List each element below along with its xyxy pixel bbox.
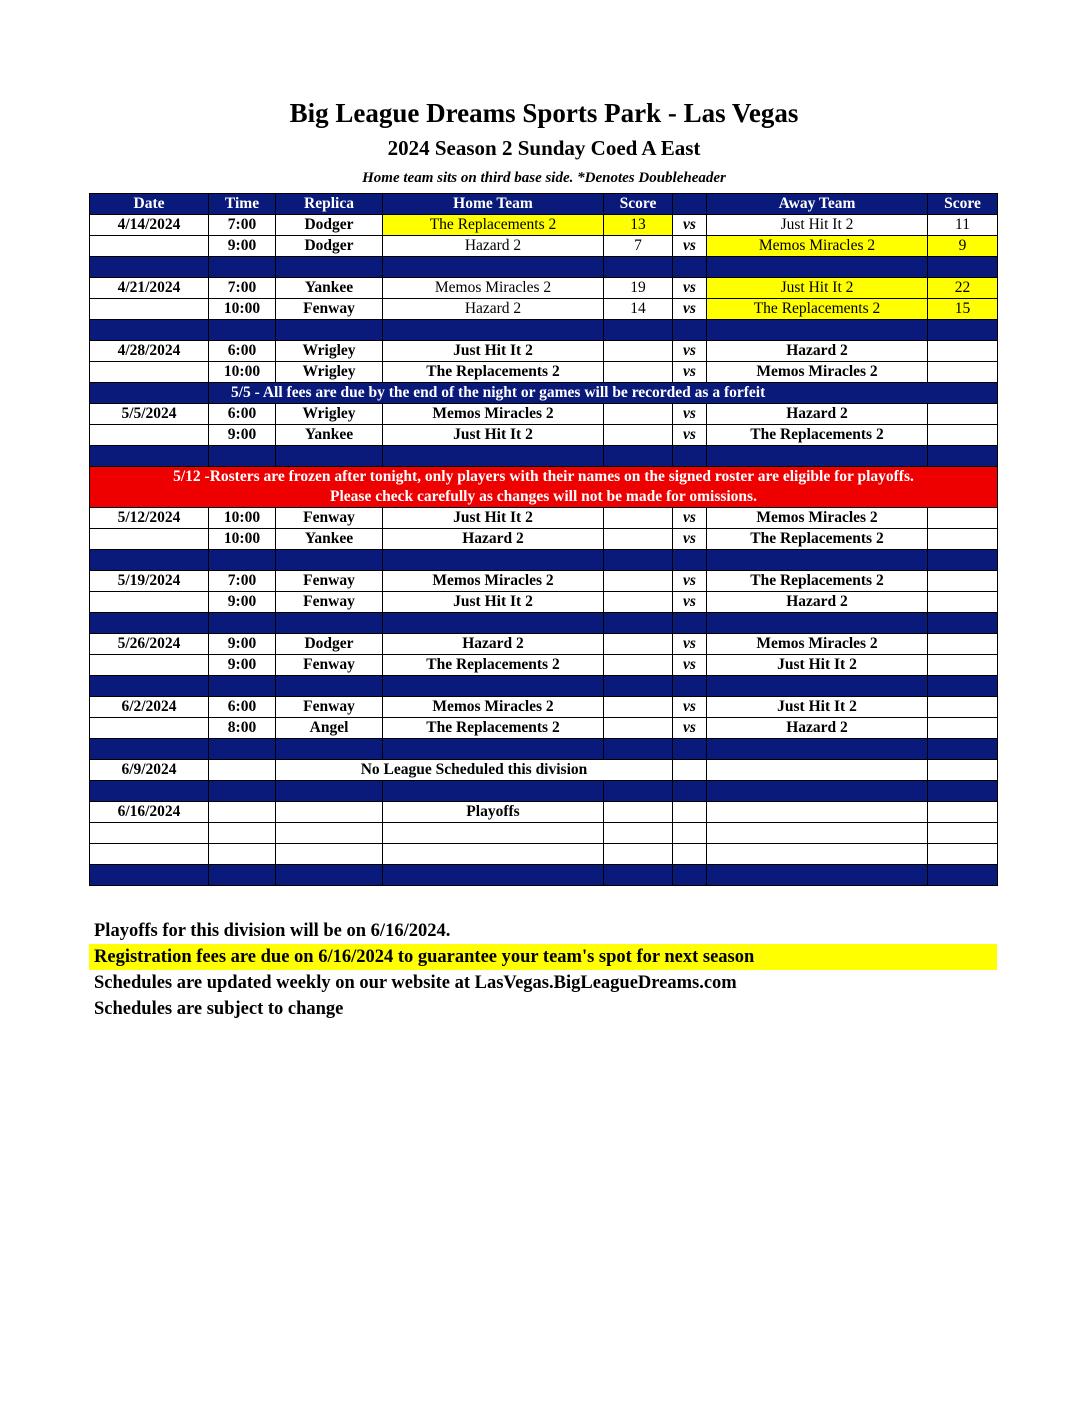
playoffs-text: Playoffs (383, 802, 604, 823)
separator-row (90, 446, 998, 467)
away-team: Just Hit It 2 (707, 278, 928, 299)
no-league-text: No League Scheduled this division (276, 760, 673, 781)
col-away-score: Score (928, 194, 998, 215)
roster-notice-line1: 5/12 -Rosters are frozen after tonight, only players with their names on the signed roster are eligible for playoffs. (173, 468, 914, 485)
game-field: Wrigley (276, 404, 383, 425)
game-time: 9:00 (209, 236, 276, 257)
col-away-team: Away Team (707, 194, 928, 215)
home-team: Hazard 2 (383, 634, 604, 655)
away-team: Memos Miracles 2 (707, 634, 928, 655)
away-score: 11 (928, 215, 998, 236)
game-time: 6:00 (209, 404, 276, 425)
vs-label: vs (673, 215, 707, 236)
vs-label: vs (673, 634, 707, 655)
away-score: 15 (928, 299, 998, 320)
home-team: The Replacements 2 (383, 215, 604, 236)
home-team: Hazard 2 (383, 236, 604, 257)
away-team: Just Hit It 2 (707, 697, 928, 718)
home-team: Just Hit It 2 (383, 508, 604, 529)
website-footer: Schedules are updated weekly on our website at LasVegas.BigLeagueDreams.com (94, 973, 737, 993)
away-score (928, 634, 998, 655)
away-score (928, 592, 998, 613)
home-score: 14 (604, 299, 673, 320)
playoffs-footer: Playoffs for this division will be on 6/16/2024. (94, 921, 451, 941)
game-date (90, 655, 209, 676)
separator-row (90, 676, 998, 697)
home-team: The Replacements 2 (383, 718, 604, 739)
game-time: 7:00 (209, 278, 276, 299)
away-score (928, 571, 998, 592)
separator-row (90, 781, 998, 802)
game-time: 9:00 (209, 634, 276, 655)
table-row (90, 697, 998, 718)
game-date: 5/5/2024 (90, 404, 209, 425)
table-row (90, 529, 998, 550)
col-home-team: Home Team (383, 194, 604, 215)
game-date: 4/14/2024 (90, 215, 209, 236)
separator-row (90, 550, 998, 571)
table-row (90, 425, 998, 446)
game-time: 9:00 (209, 592, 276, 613)
game-date: 6/16/2024 (90, 802, 209, 823)
home-team: Memos Miracles 2 (383, 278, 604, 299)
away-score (928, 404, 998, 425)
no-league-row (90, 760, 998, 781)
home-score: 13 (604, 215, 673, 236)
game-field: Yankee (276, 425, 383, 446)
vs-label: vs (673, 425, 707, 446)
game-field: Dodger (276, 634, 383, 655)
game-date: 6/9/2024 (90, 760, 209, 781)
game-time: 10:00 (209, 529, 276, 550)
vs-label: vs (673, 236, 707, 257)
home-score (604, 529, 673, 550)
home-score (604, 341, 673, 362)
away-score (928, 655, 998, 676)
game-date: 4/21/2024 (90, 278, 209, 299)
game-time: 8:00 (209, 718, 276, 739)
col-vs (673, 194, 707, 215)
home-team: The Replacements 2 (383, 362, 604, 383)
separator-row (90, 257, 998, 278)
game-date (90, 592, 209, 613)
home-score (604, 592, 673, 613)
game-time: 7:00 (209, 215, 276, 236)
away-score: 9 (928, 236, 998, 257)
game-date (90, 362, 209, 383)
roster-notice-line2: Please check carefully as changes will not be made for omissions. (330, 488, 757, 505)
game-field: Fenway (276, 592, 383, 613)
game-time: 6:00 (209, 697, 276, 718)
home-score (604, 362, 673, 383)
header-row (90, 194, 998, 215)
game-time: 7:00 (209, 571, 276, 592)
col-date: Date (90, 194, 209, 215)
home-team: Hazard 2 (383, 529, 604, 550)
game-date: 5/19/2024 (90, 571, 209, 592)
away-score (928, 697, 998, 718)
away-team: Memos Miracles 2 (707, 508, 928, 529)
vs-label: vs (673, 362, 707, 383)
game-field: Fenway (276, 571, 383, 592)
game-time: 10:00 (209, 299, 276, 320)
table-row (90, 299, 998, 320)
empty-row (90, 823, 998, 844)
game-date (90, 299, 209, 320)
game-field: Angel (276, 718, 383, 739)
vs-label: vs (673, 697, 707, 718)
away-score (928, 529, 998, 550)
away-score: 22 (928, 278, 998, 299)
game-field: Dodger (276, 236, 383, 257)
vs-label: vs (673, 655, 707, 676)
home-team: Hazard 2 (383, 299, 604, 320)
game-date: 6/2/2024 (90, 697, 209, 718)
separator-row (90, 865, 998, 886)
home-team: The Replacements 2 (383, 655, 604, 676)
table-row (90, 508, 998, 529)
roster-notice (90, 467, 998, 508)
table-row (90, 655, 998, 676)
home-score (604, 404, 673, 425)
table-row (90, 571, 998, 592)
game-field: Wrigley (276, 362, 383, 383)
table-row (90, 278, 998, 299)
table-row (90, 341, 998, 362)
game-field: Yankee (276, 529, 383, 550)
table-row (90, 362, 998, 383)
home-score: 19 (604, 278, 673, 299)
game-time: 10:00 (209, 362, 276, 383)
table-row (90, 236, 998, 257)
home-score (604, 655, 673, 676)
away-team: Memos Miracles 2 (707, 236, 928, 257)
vs-label: vs (673, 718, 707, 739)
table-row (90, 215, 998, 236)
away-team: Just Hit It 2 (707, 655, 928, 676)
home-team: Memos Miracles 2 (383, 697, 604, 718)
away-score (928, 341, 998, 362)
game-time: 6:00 (209, 341, 276, 362)
vs-label: vs (673, 508, 707, 529)
table-row (90, 718, 998, 739)
away-team: Memos Miracles 2 (707, 362, 928, 383)
roster-notice-row (90, 467, 998, 508)
vs-label: vs (673, 278, 707, 299)
away-team: Hazard 2 (707, 341, 928, 362)
away-score (928, 362, 998, 383)
away-team: Hazard 2 (707, 592, 928, 613)
home-score (604, 571, 673, 592)
page-title: Big League Dreams Sports Park - Las Vegas (289, 98, 799, 128)
home-score (604, 508, 673, 529)
game-date: 5/26/2024 (90, 634, 209, 655)
home-score (604, 718, 673, 739)
fees-notice-row (90, 383, 998, 404)
table-row (90, 592, 998, 613)
game-date: 5/12/2024 (90, 508, 209, 529)
game-date (90, 236, 209, 257)
vs-label: vs (673, 571, 707, 592)
separator-row (90, 613, 998, 634)
away-team: Hazard 2 (707, 718, 928, 739)
game-time: 10:00 (209, 508, 276, 529)
schedule-table (89, 193, 998, 886)
away-team: The Replacements 2 (707, 529, 928, 550)
col-home-score: Score (604, 194, 673, 215)
home-team-note: Home team sits on third base side. *Denotes Doubleheader (362, 170, 726, 186)
table-row (90, 404, 998, 425)
away-team: The Replacements 2 (707, 425, 928, 446)
registration-footer: Registration fees are due on 6/16/2024 to guarantee your team's spot for next season (89, 944, 997, 970)
game-time: 9:00 (209, 425, 276, 446)
away-score (928, 425, 998, 446)
vs-label: vs (673, 404, 707, 425)
game-date (90, 718, 209, 739)
game-date (90, 425, 209, 446)
game-field: Fenway (276, 655, 383, 676)
game-date: 4/28/2024 (90, 341, 209, 362)
table-row (90, 634, 998, 655)
home-score: 7 (604, 236, 673, 257)
home-team: Just Hit It 2 (383, 592, 604, 613)
home-team: Memos Miracles 2 (383, 404, 604, 425)
game-field: Yankee (276, 278, 383, 299)
vs-label: vs (673, 341, 707, 362)
empty-row (90, 844, 998, 865)
home-team: Just Hit It 2 (383, 425, 604, 446)
home-score (604, 634, 673, 655)
page-subtitle: 2024 Season 2 Sunday Coed A East (387, 136, 701, 160)
game-field: Dodger (276, 215, 383, 236)
game-field: Fenway (276, 508, 383, 529)
change-footer: Schedules are subject to change (94, 999, 344, 1019)
vs-label: vs (673, 592, 707, 613)
playoffs-row (90, 802, 998, 823)
vs-label: vs (673, 529, 707, 550)
away-team: The Replacements 2 (707, 299, 928, 320)
col-replica: Replica (276, 194, 383, 215)
away-score (928, 508, 998, 529)
home-score (604, 425, 673, 446)
game-time: 9:00 (209, 655, 276, 676)
game-field: Wrigley (276, 341, 383, 362)
game-field: Fenway (276, 299, 383, 320)
away-team: Hazard 2 (707, 404, 928, 425)
col-time: Time (209, 194, 276, 215)
away-score (928, 718, 998, 739)
home-team: Just Hit It 2 (383, 341, 604, 362)
game-date (90, 529, 209, 550)
separator-row (90, 739, 998, 760)
separator-row (90, 320, 998, 341)
home-score (604, 697, 673, 718)
home-team: Memos Miracles 2 (383, 571, 604, 592)
fees-notice: 5/5 - All fees are due by the end of the night or games will be recorded as a forfeit (209, 383, 998, 404)
away-team: Just Hit It 2 (707, 215, 928, 236)
game-field: Fenway (276, 697, 383, 718)
vs-label: vs (673, 299, 707, 320)
away-team: The Replacements 2 (707, 571, 928, 592)
